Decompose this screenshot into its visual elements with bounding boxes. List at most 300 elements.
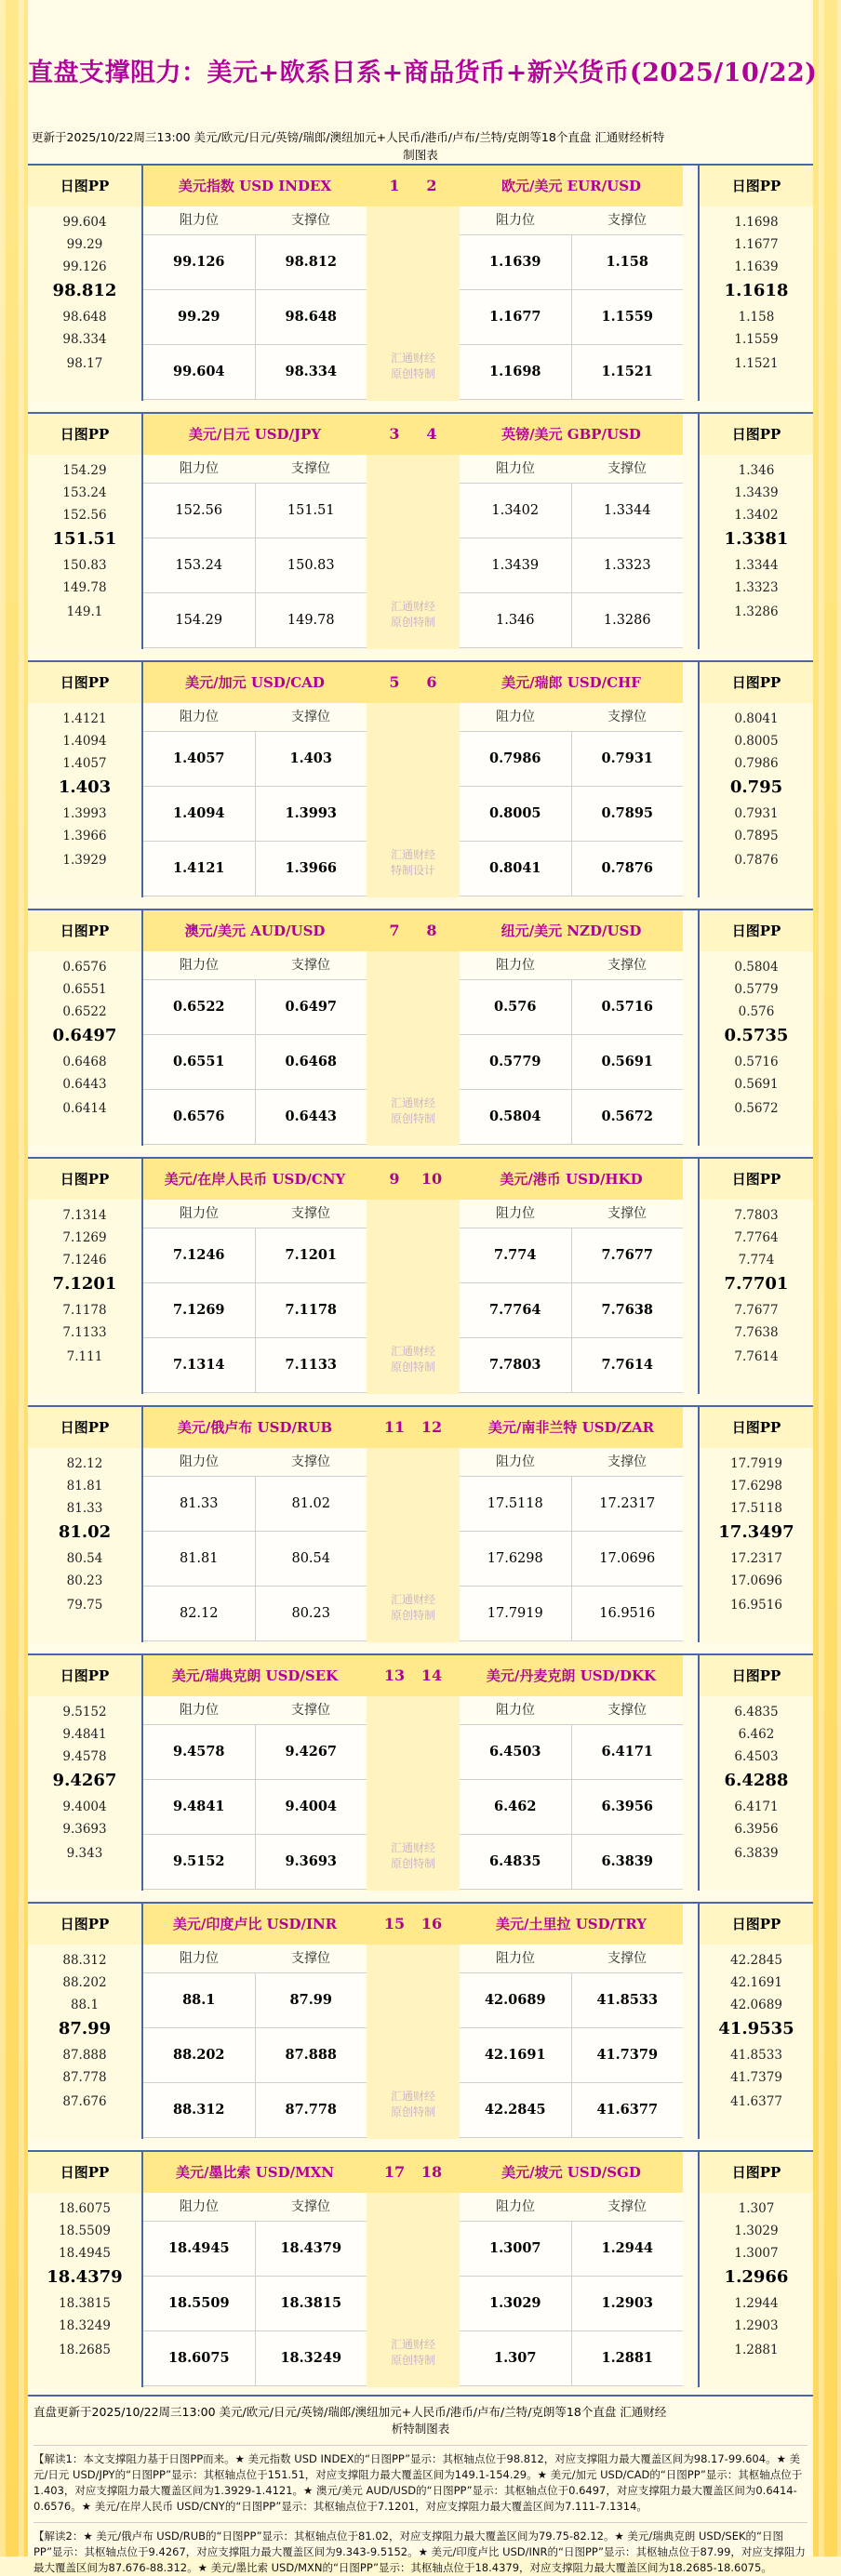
pair-numbers: [367, 910, 460, 951]
pp-level-value: 18.5509: [59, 2224, 111, 2238]
level-row: [143, 1835, 367, 1890]
support-value: 81.02: [291, 1496, 330, 1511]
pp-values: [28, 1448, 141, 1640]
watermark-line: 原创特制: [390, 616, 435, 629]
pair-name: 澳元/美元 AUD/USD: [143, 910, 367, 951]
pp-level-value: 0.5716: [734, 1055, 779, 1069]
level-row: [460, 1283, 683, 1338]
resistance-value: 81.33: [143, 1477, 256, 1531]
pivot-point-value: 0.795: [729, 777, 783, 797]
pp-level-value: 9.4841: [62, 1727, 107, 1742]
support-value: 1.1521: [601, 364, 653, 379]
pair-number: 16: [420, 1915, 443, 1932]
watermark-line: 原创特制: [390, 1609, 435, 1622]
pp-level-value: 7.7803: [734, 1208, 779, 1223]
pp-level-value: 1.2903: [734, 2318, 779, 2333]
pp-level-value: 9.343: [66, 1846, 103, 1861]
pp-level-value: 98.334: [62, 332, 107, 347]
pp-level-value: 6.3839: [734, 1846, 779, 1861]
resistance-value: 0.7986: [460, 732, 572, 786]
pair-number: 9: [389, 1170, 400, 1188]
pp-header: 日图PP: [28, 910, 141, 951]
pp-level-value: 7.1178: [62, 1303, 107, 1318]
pp-header: 日图PP: [28, 2152, 141, 2193]
pp-values: [28, 1200, 141, 1392]
resistance-value: 153.24: [143, 538, 256, 592]
support-header: 支撑位: [607, 461, 647, 476]
resistance-value: 0.5804: [460, 1090, 572, 1144]
resistance-value: 0.576: [460, 980, 572, 1034]
level-row: [460, 787, 683, 842]
pivot-point-value: 98.812: [52, 281, 117, 300]
support-value: 18.3815: [280, 2295, 342, 2311]
pair-block: [28, 1405, 813, 1642]
pp-header: 日图PP: [28, 166, 141, 206]
pp-level-value: 41.8533: [730, 2048, 782, 2063]
pivot-point-value: 1.1618: [724, 281, 789, 300]
resistance-value: 18.6075: [143, 2331, 256, 2385]
level-table-right: [460, 1655, 683, 1890]
pp-level-value: 18.3815: [59, 2296, 111, 2311]
resistance-value: 7.7803: [460, 1338, 572, 1392]
watermark-line: 汇通财经: [390, 1096, 435, 1109]
pp-level-value: 1.3007: [734, 2246, 779, 2261]
pp-level-value: 1.1677: [734, 237, 779, 252]
resistance-value: 6.4503: [460, 1725, 572, 1779]
level-row: [143, 1973, 367, 2028]
pair-name: 英镑/美元 GBP/USD: [460, 414, 683, 455]
support-value: 98.648: [285, 309, 337, 325]
pp-level-value: 0.6443: [62, 1077, 107, 1092]
pair-name: 美元/瑞郎 USD/CHF: [460, 662, 683, 703]
resistance-value: 1.307: [460, 2331, 572, 2385]
resistance-value: 6.4835: [460, 1835, 572, 1889]
pp-level-value: 18.4945: [59, 2246, 111, 2261]
pair-numbers: [367, 166, 460, 206]
level-table-right: [460, 166, 683, 400]
pair-number-column: [367, 2152, 460, 2387]
level-table-left: [143, 662, 367, 896]
support-value: 1.2944: [601, 2240, 653, 2256]
pp-level-value: 1.1559: [734, 332, 779, 347]
pivot-point-value: 6.4288: [724, 1771, 789, 1790]
middle-panel: [367, 1696, 460, 1891]
support-value: 41.7379: [596, 2047, 659, 2063]
pp-level-value: 0.7895: [734, 829, 779, 843]
support-value: 17.2317: [599, 1496, 656, 1511]
column-header-row: [460, 1945, 683, 1973]
pp-column-left: [28, 1407, 143, 1642]
support-value: 1.158: [606, 254, 648, 270]
column-header-row: [460, 1448, 683, 1477]
support-value: 7.1133: [285, 1357, 337, 1373]
pair-block: [28, 1157, 813, 1394]
level-row: [143, 2222, 367, 2277]
level-row: [143, 538, 367, 593]
support-header: 支撑位: [607, 1703, 647, 1718]
pp-level-value: 18.2685: [59, 2343, 111, 2357]
level-row: [460, 290, 683, 345]
middle-panel: [367, 1200, 460, 1394]
pair-numbers: [367, 2152, 460, 2193]
pp-level-value: 152.56: [62, 508, 107, 523]
watermark: [367, 847, 460, 879]
pp-column-right: [698, 1407, 813, 1642]
pp-column-right: [698, 1655, 813, 1891]
support-value: 80.23: [291, 1606, 330, 1621]
level-row: [143, 2083, 367, 2138]
support-value: 6.3956: [601, 1799, 653, 1814]
level-row: [460, 2028, 683, 2083]
pp-level-value: 7.111: [66, 1349, 103, 1364]
level-table-right: [460, 414, 683, 648]
column-header-row: [460, 455, 683, 484]
pair-number: 8: [426, 922, 437, 939]
level-row: [460, 980, 683, 1035]
support-value: 0.6468: [285, 1054, 337, 1069]
column-header-row: [460, 1696, 683, 1725]
support-value: 17.0696: [599, 1551, 656, 1566]
pp-header: 日图PP: [28, 414, 141, 455]
resistance-value: 17.6298: [460, 1532, 572, 1586]
pp-level-value: 81.81: [66, 1479, 103, 1494]
support-value: 1.3993: [285, 805, 337, 821]
level-table-left: [143, 2152, 367, 2386]
pp-level-value: 0.7876: [734, 853, 779, 868]
level-row: [143, 1228, 367, 1283]
support-header: 支撑位: [291, 710, 330, 724]
pp-level-value: 82.12: [66, 1456, 103, 1471]
pp-level-value: 17.2317: [730, 1551, 782, 1566]
update-info-suffix: 制图表: [403, 148, 438, 162]
resistance-header: 阻力位: [496, 958, 535, 973]
pp-level-value: 6.4503: [734, 1749, 779, 1764]
pp-level-value: 98.17: [66, 356, 103, 371]
watermark-line: 原创特制: [390, 1857, 435, 1870]
watermark-line: 原创特制: [390, 2105, 435, 2118]
support-value: 0.5716: [601, 999, 653, 1015]
pp-column-left: [28, 1904, 143, 2139]
pp-level-value: 1.3966: [62, 829, 107, 843]
watermark-line: 原创特制: [390, 1112, 435, 1125]
level-row: [460, 1477, 683, 1532]
support-header: 支撑位: [607, 2199, 647, 2214]
pivot-point-value: 81.02: [58, 1522, 112, 1542]
level-row: [143, 2277, 367, 2331]
support-value: 0.5691: [601, 1054, 653, 1069]
pp-header: 日图PP: [700, 662, 813, 703]
pp-level-value: 7.7677: [734, 1303, 779, 1318]
pp-level-value: 7.1246: [62, 1253, 107, 1268]
pp-level-value: 1.346: [738, 463, 775, 478]
pp-level-value: 7.774: [738, 1253, 775, 1268]
pp-level-value: 0.5672: [734, 1101, 779, 1116]
pp-level-value: 1.3029: [734, 2224, 779, 2238]
watermark-line: 汇通财经: [390, 352, 435, 365]
pair-number-column: [367, 414, 460, 649]
pp-column-left: [28, 662, 143, 897]
pair-block: [28, 1653, 813, 1891]
support-header: 支撑位: [607, 1951, 647, 1966]
resistance-value: 0.8005: [460, 787, 572, 841]
pivot-point-value: 1.2966: [724, 2267, 789, 2287]
resistance-value: 9.4841: [143, 1780, 256, 1834]
support-value: 150.83: [287, 558, 335, 573]
pp-level-value: 80.54: [66, 1551, 103, 1566]
resistance-header: 阻力位: [180, 1206, 219, 1221]
pp-level-value: 149.78: [62, 580, 107, 595]
support-header: 支撑位: [291, 2199, 330, 2214]
level-row: [460, 842, 683, 896]
watermark: [367, 1095, 460, 1127]
support-header: 支撑位: [607, 958, 647, 973]
pair-name: 欧元/美元 EUR/USD: [460, 166, 683, 206]
pp-level-value: 79.75: [66, 1598, 103, 1613]
pair-name: 美元/在岸人民币 USD/CNY: [143, 1159, 367, 1200]
resistance-value: 0.6522: [143, 980, 256, 1034]
pp-level-value: 1.3344: [734, 558, 779, 573]
pivot-point-value: 9.4267: [52, 1771, 117, 1790]
pp-level-value: 154.29: [62, 463, 107, 478]
watermark: [367, 351, 460, 382]
pp-level-value: 88.202: [62, 1975, 107, 1990]
pp-column-right: [698, 662, 813, 897]
pp-level-value: 17.5118: [730, 1501, 782, 1516]
pair-block: [28, 660, 813, 897]
pp-level-value: 9.3693: [62, 1822, 107, 1837]
support-header: 支撑位: [607, 710, 647, 724]
resistance-header: 阻力位: [180, 958, 219, 973]
support-value: 0.5672: [601, 1109, 653, 1124]
column-header-row: [143, 2193, 367, 2222]
pp-level-value: 42.0689: [730, 1998, 782, 2012]
support-value: 41.8533: [596, 1992, 659, 2008]
pp-level-value: 1.1521: [734, 356, 779, 371]
pp-level-value: 1.4057: [62, 756, 107, 771]
pivot-point-value: 0.6497: [52, 1026, 117, 1045]
level-row: [143, 732, 367, 787]
pair-name: 美元/墨比索 USD/MXN: [143, 2152, 367, 2193]
pair-name: 美元/日元 USD/JPY: [143, 414, 367, 455]
pair-name: 美元/南非兰特 USD/ZAR: [460, 1407, 683, 1448]
pp-level-value: 6.462: [738, 1727, 775, 1742]
pp-level-value: 1.3439: [734, 485, 779, 500]
pp-level-value: 0.8041: [734, 711, 779, 726]
resistance-value: 0.6576: [143, 1090, 256, 1144]
column-header-row: [460, 951, 683, 980]
pair-number-column: [367, 1904, 460, 2139]
pp-level-value: 0.6468: [62, 1055, 107, 1069]
resistance-value: 88.1: [143, 1973, 256, 2027]
pp-column-right: [698, 166, 813, 401]
pp-level-value: 88.312: [62, 1953, 107, 1968]
pp-level-value: 0.5691: [734, 1077, 779, 1092]
column-header-row: [143, 1448, 367, 1477]
pivot-point-value: 41.9535: [718, 2019, 794, 2038]
level-row: [143, 2331, 367, 2386]
resistance-header: 阻力位: [180, 2199, 219, 2214]
pp-level-value: 0.576: [738, 1004, 775, 1019]
support-value: 87.888: [285, 2047, 337, 2063]
resistance-value: 7.1314: [143, 1338, 256, 1392]
pair-block: [28, 164, 813, 401]
column-header-row: [143, 455, 367, 484]
pp-header: 日图PP: [700, 910, 813, 951]
level-row: [460, 2083, 683, 2138]
pp-level-value: 0.6414: [62, 1101, 107, 1116]
pair-number-column: [367, 1407, 460, 1642]
middle-panel: [367, 206, 460, 401]
level-row: [143, 842, 367, 896]
pp-level-value: 149.1: [66, 604, 103, 619]
update-info: 更新于2025/10/22周三13:00 美元/欧元/日元/英镑/瑞郎/澳纽加元+人民币/港币/卢布/兰特/克朗等18个直盘 汇通财经析特: [32, 130, 665, 144]
pivot-point-value: 1.3381: [724, 529, 789, 549]
pp-level-value: 6.3956: [734, 1822, 779, 1837]
watermark: [367, 2089, 460, 2120]
support-header: 支撑位: [607, 213, 647, 228]
level-table-right: [460, 2152, 683, 2386]
support-value: 7.7614: [601, 1357, 653, 1373]
pp-level-value: 9.5152: [62, 1705, 107, 1720]
column-header-row: [143, 1200, 367, 1228]
support-value: 0.6443: [285, 1109, 337, 1124]
pp-level-value: 98.648: [62, 310, 107, 325]
pp-header: 日图PP: [700, 1159, 813, 1200]
pivot-point-value: 87.99: [58, 2019, 112, 2038]
resistance-value: 88.312: [143, 2083, 256, 2137]
pair-number-column: [367, 1655, 460, 1891]
support-header: 支撑位: [607, 1454, 647, 1469]
column-header-row: [143, 1696, 367, 1725]
pp-level-value: 9.4004: [62, 1799, 107, 1814]
support-value: 1.403: [289, 750, 332, 766]
pp-level-value: 7.7614: [734, 1349, 779, 1364]
pivot-point-value: 7.7701: [724, 1274, 789, 1294]
pair-number: 15: [383, 1915, 406, 1932]
support-value: 1.2881: [601, 2350, 653, 2366]
level-row: [460, 484, 683, 538]
resistance-value: 17.7919: [460, 1587, 572, 1640]
pp-level-value: 1.3286: [734, 604, 779, 619]
pp-level-value: 81.33: [66, 1501, 103, 1516]
watermark-line: 汇通财经: [390, 600, 435, 613]
resistance-value: 1.1677: [460, 290, 572, 344]
resistance-header: 阻力位: [496, 1951, 535, 1966]
resistance-value: 1.3029: [460, 2277, 572, 2330]
pair-numbers: [367, 1159, 460, 1200]
pp-level-value: 41.7379: [730, 2070, 782, 2085]
middle-panel: [367, 703, 460, 897]
resistance-value: 18.5509: [143, 2277, 256, 2330]
pp-level-value: 7.7764: [734, 1230, 779, 1245]
pp-values: [700, 455, 813, 647]
pp-header: 日图PP: [700, 2152, 813, 2193]
resistance-value: 6.462: [460, 1780, 572, 1834]
level-row: [143, 787, 367, 842]
watermark: [367, 1344, 460, 1375]
pair-number: 11: [383, 1418, 406, 1436]
pair-number: 18: [420, 2163, 443, 2181]
pair-name: 美元/俄卢布 USD/RUB: [143, 1407, 367, 1448]
resistance-header: 阻力位: [496, 1703, 535, 1718]
pp-column-right: [698, 1159, 813, 1394]
pair-number-column: [367, 1159, 460, 1394]
pp-level-value: 87.888: [62, 2048, 107, 2063]
resistance-value: 0.5779: [460, 1035, 572, 1089]
resistance-value: 1.4094: [143, 787, 256, 841]
pp-level-value: 17.7919: [730, 1456, 782, 1471]
pp-level-value: 1.2881: [734, 2343, 779, 2357]
support-value: 7.1178: [285, 1302, 337, 1318]
pair-name: 美元指数 USD INDEX: [143, 166, 367, 206]
level-row: [460, 1780, 683, 1835]
pp-values: [700, 2193, 813, 2385]
support-value: 87.99: [289, 1992, 332, 2008]
pair-name: 美元/加元 USD/CAD: [143, 662, 367, 703]
resistance-value: 99.604: [143, 345, 256, 399]
level-row: [143, 1477, 367, 1532]
resistance-value: 42.0689: [460, 1973, 572, 2027]
level-row: [460, 2331, 683, 2386]
pp-level-value: 0.6551: [62, 982, 107, 997]
watermark: [367, 1840, 460, 1872]
pp-values: [28, 703, 141, 896]
resistance-value: 0.8041: [460, 842, 572, 896]
pp-column-left: [28, 1159, 143, 1394]
pp-level-value: 1.1639: [734, 259, 779, 274]
pp-header: 日图PP: [28, 1159, 141, 1200]
support-value: 9.3693: [285, 1853, 337, 1869]
column-header-row: [460, 2193, 683, 2222]
pp-level-value: 42.1691: [730, 1975, 782, 1990]
resistance-header: 阻力位: [496, 710, 535, 724]
support-header: 支撑位: [291, 958, 330, 973]
pp-header: 日图PP: [28, 1655, 141, 1696]
level-row: [143, 484, 367, 538]
pp-header: 日图PP: [700, 1407, 813, 1448]
support-header: 支撑位: [291, 461, 330, 476]
pp-column-right: [698, 2152, 813, 2387]
resistance-value: 152.56: [143, 484, 256, 538]
level-row: [460, 1532, 683, 1587]
pp-level-value: 99.604: [62, 215, 107, 230]
pp-column-left: [28, 910, 143, 1146]
pp-level-value: 99.126: [62, 259, 107, 274]
resistance-value: 82.12: [143, 1587, 256, 1640]
pp-level-value: 1.158: [738, 310, 775, 325]
pivot-point-value: 151.51: [52, 529, 117, 549]
pp-level-value: 88.1: [70, 1998, 100, 2012]
level-table-right: [460, 1159, 683, 1393]
pp-values: [28, 1696, 141, 1889]
resistance-header: 阻力位: [496, 461, 535, 476]
pair-number-column: [367, 662, 460, 897]
pair-block: [28, 2150, 813, 2387]
support-value: 98.812: [285, 254, 337, 270]
pp-level-value: 0.6576: [62, 960, 107, 975]
pp-header: 日图PP: [700, 1655, 813, 1696]
level-row: [460, 345, 683, 400]
footer: [28, 2395, 813, 2576]
watermark: [367, 1592, 460, 1624]
pair-number: 10: [420, 1170, 443, 1188]
pair-name: 美元/丹麦克朗 USD/DKK: [460, 1655, 683, 1696]
support-value: 1.3286: [603, 613, 651, 628]
pair-number-column: [367, 910, 460, 1146]
support-value: 0.7876: [601, 860, 653, 876]
pp-level-value: 1.3929: [62, 853, 107, 868]
pair-number: 7: [389, 922, 400, 939]
